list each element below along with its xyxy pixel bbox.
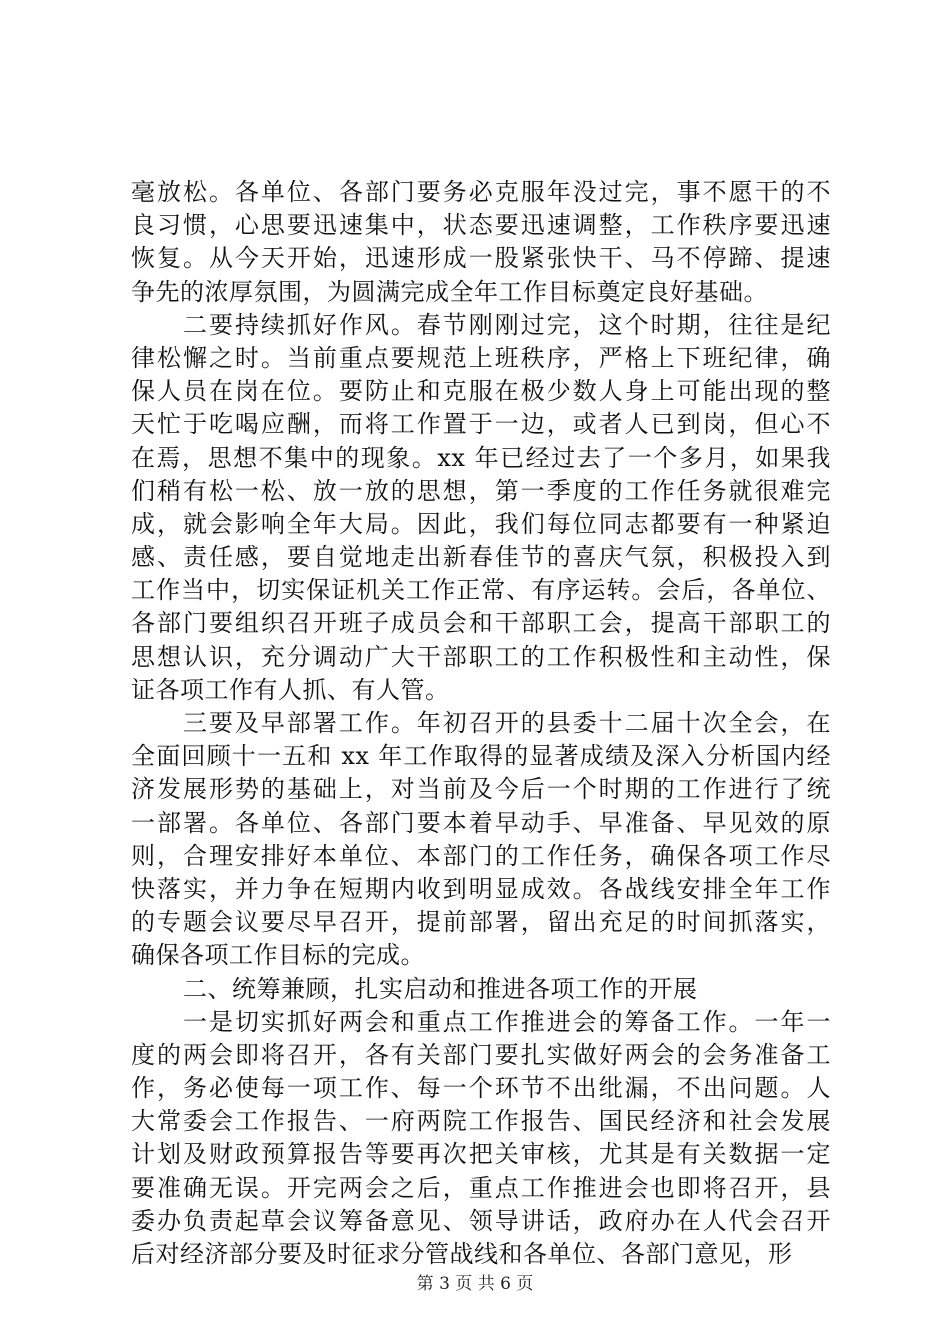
text-line: 感、责任感，要自觉地走出新春佳节的喜庆气氛，积极投入到	[131, 543, 831, 572]
text-line: 则，合理安排好本单位、本部门的工作任务，确保各项工作尽	[131, 841, 831, 870]
paragraph	[131, 176, 831, 309]
text-line: 后对经济部分要及时征求分管战线和各单位、各部门意见，形	[131, 1240, 793, 1268]
text-line: 恢复。从今天开始，迅速形成一股紧张快干、马不停蹄、提速	[131, 244, 831, 273]
text-line: 委办负责起草会议筹备意见、领导讲话，政府办在人代会召开	[131, 1206, 831, 1235]
text-line: 作，务必使每一项工作、每一个环节不出纰漏，不出问题。人	[131, 1074, 831, 1103]
text-line: 度的两会即将召开，各有关部门要扎实做好两会的会务准备工	[131, 1040, 831, 1069]
text-line: 证各项工作有人抓、有人管。	[131, 675, 450, 704]
text-line: 律松懈之时。当前重点要规范上班秩序，严格上下班纪律，确	[131, 343, 831, 372]
text-line: 全面回顾十一五和 xx 年工作取得的显著成绩及深入分析国内经	[131, 742, 831, 771]
text-line: 二要持续抓好作风。春节刚刚过完，这个时期，往往是纪	[183, 310, 831, 339]
text-line: 思想认识，充分调动广大干部职工的工作积极性和主动性，保	[131, 642, 831, 671]
text-line: 在焉，思想不集中的现象。xx 年已经过去了一个多月，如果我	[131, 443, 831, 472]
text-line: 成，就会影响全年大局。因此，我们每位同志都要有一种紧迫	[131, 509, 831, 538]
text-line: 大常委会工作报告、一府两院工作报告、国民经济和社会发展	[131, 1107, 831, 1136]
paragraph	[131, 973, 831, 1006]
document-body	[131, 176, 831, 1271]
text-line: 良习惯，心思要迅速集中，状态要迅速调整，工作秩序要迅速	[131, 211, 831, 240]
text-line: 们稍有松一松、放一放的思想，第一季度的工作任务就很难完	[131, 476, 831, 505]
text-line: 保人员在岗在位。要防止和克服在极少数人身上可能出现的整	[131, 377, 831, 406]
text-line: 天忙于吃喝应酬，而将工作置于一边，或者人已到岗，但心不	[131, 410, 831, 439]
text-line: 一是切实抓好两会和重点工作推进会的筹备工作。一年一	[183, 1007, 831, 1036]
text-line: 二、统筹兼顾，扎实启动和推进各项工作的开展	[183, 974, 698, 1003]
text-line: 快落实，并力争在短期内收到明显成效。各战线安排全年工作	[131, 874, 831, 903]
text-line: 一部署。各单位、各部门要本着早动手、早准备、早见效的原	[131, 808, 831, 837]
paragraph	[131, 707, 831, 973]
paragraph	[131, 309, 831, 707]
text-line: 要准确无误。开完两会之后，重点工作推进会也即将召开，县	[131, 1173, 831, 1202]
text-line: 工作当中，切实保证机关工作正常、有序运转。会后，各单位、	[131, 576, 831, 605]
text-line: 毫放松。各单位、各部门要务必克服年没过完，事不愿干的不	[131, 178, 831, 206]
text-line: 争先的浓厚氛围，为圆满完成全年工作目标奠定良好基础。	[131, 277, 768, 306]
text-line: 三要及早部署工作。年初召开的县委十二届十次全会，在	[183, 709, 831, 737]
text-line: 济发展形势的基础上，对当前及今后一个时期的工作进行了统	[131, 775, 831, 804]
paragraph	[131, 1006, 831, 1272]
page-footer: 第 3 页 共 6 页	[416, 1274, 534, 1294]
text-line: 的专题会议要尽早召开，提前部署，留出充足的时间抓落实，	[131, 908, 831, 937]
text-line: 计划及财政预算报告等要再次把关审核，尤其是有关数据一定	[131, 1140, 831, 1169]
text-line: 确保各项工作目标的完成。	[131, 941, 425, 970]
text-line: 各部门要组织召开班子成员会和干部职工会，提高干部职工的	[131, 609, 831, 638]
